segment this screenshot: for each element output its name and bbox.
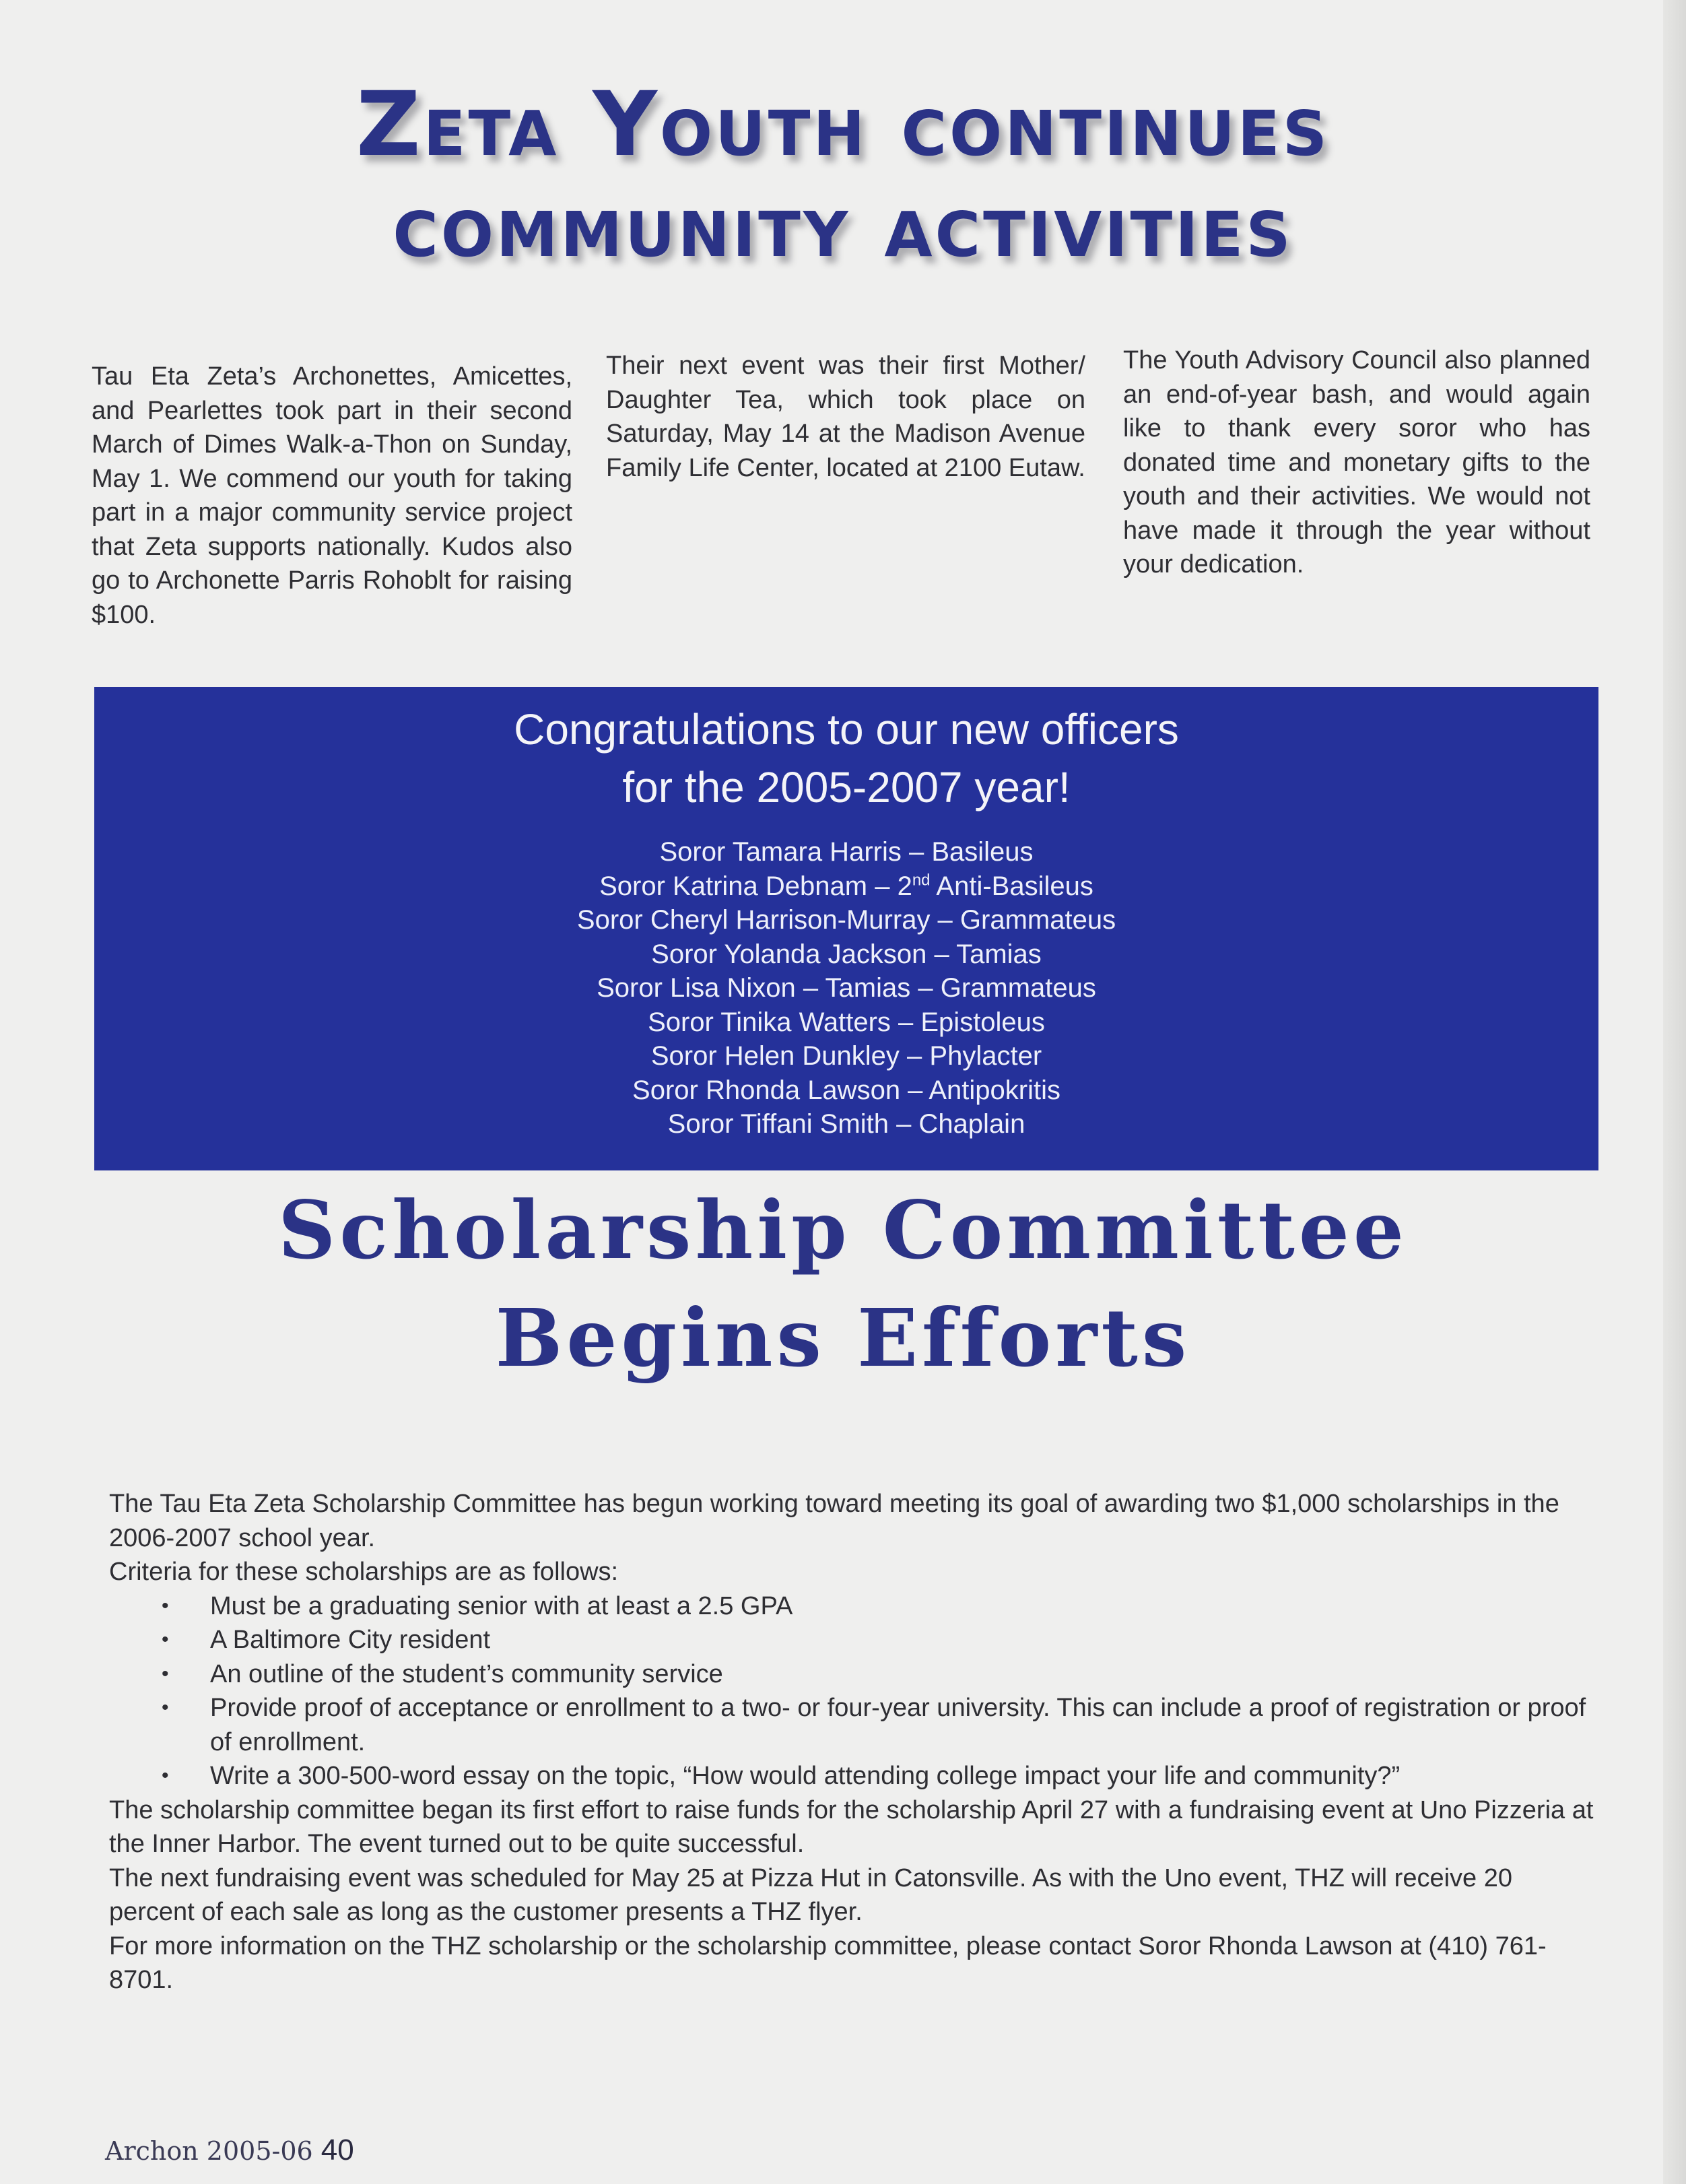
publication-name: Archon 2005-06 [105, 2136, 313, 2166]
criteria-item: • A Baltimore City resident [109, 1623, 1604, 1657]
scholarship-intro: The Tau Eta Zeta Scholarship Committee has begun working toward meeting its goal of awarding two $1,000 scholarships in the 2006-2007 school year. [109, 1490, 1559, 1552]
page-edge [1663, 0, 1686, 2184]
officer-item-text: Anti-Basileus [930, 871, 1093, 901]
criteria-item: • Must be a graduating senior with at least a 2.5 GPA [109, 1589, 1604, 1624]
officer-item: Soror Helen Dunkley – Phylacter [650, 1041, 1042, 1071]
officer-item: Soror Rhonda Lawson – Antipokritis [632, 1075, 1060, 1105]
banner-title-line-1: Congratulations to our new officers [514, 705, 1179, 754]
article-title-line-1: Zeta Youth continues [356, 73, 1330, 176]
officer-item: Soror Tiffani Smith – Chaplain [667, 1109, 1025, 1139]
officer-item: Soror Tinika Watters – Epistoleus [648, 1007, 1045, 1037]
article-column-1: Tau Eta Zeta’s Archonettes, Amicettes, and Pearlettes took part in their second March of Dimes Walk-a-Thon on Sunday, May 1. We commend our youth for taking part in a major community service project that Zeta supports nationally. Kudos also go to Archonette Parris Rohoblt for raising $100. [92, 362, 572, 629]
officer-item-text: Soror Katrina Debnam – 2 [599, 871, 912, 901]
fundraiser-paragraph-1: The scholarship committee began its first effort to raise funds for the scholarship April 27 with a fundraising event at Uno Pizzeria at the Inner Harbor. The event turned out to be quite successful. [109, 1795, 1594, 1858]
scholarship-title-line-1: Scholarship Committee [278, 1183, 1408, 1277]
scholarship-article-body [109, 1487, 1604, 1997]
officers-banner [94, 687, 1598, 1170]
criteria-item: • Provide proof of acceptance or enrollment to a two- or four-year university. This can include a proof of registration or proof of enrollment. [109, 1691, 1604, 1759]
officer-item: Soror Cheryl Harrison-Murray – Grammateus [576, 905, 1116, 935]
page-number: 40 [321, 2133, 354, 2166]
officer-item: Soror Tamara Harris – Basileus [659, 837, 1034, 867]
article-column-3: The Youth Advisory Council also planned an end-of-year bash, and would again like to thank every soror who has donated time and monetary gifts to the youth and their activities. We would not have made it through the year without your dedication. [1123, 346, 1590, 578]
officer-item: Soror Yolanda Jackson – Tamias [651, 939, 1042, 969]
officer-item: Soror Lisa Nixon – Tamias – Grammateus [597, 973, 1096, 1003]
ordinal-suffix: nd [912, 871, 931, 890]
fundraiser-paragraph-2: The next fundraising event was scheduled for May 25 at Pizza Hut in Catonsville. As with the Uno event, THZ will receive 20 percent of each sale as long as the customer presents a THZ flyer. [109, 1863, 1512, 1926]
officers-list [94, 835, 1598, 1141]
officer-item [94, 869, 1598, 904]
banner-title-line-2: for the 2005-2007 year! [622, 763, 1071, 812]
criteria-list [109, 1589, 1604, 1793]
article-title-line-2: community activities [393, 174, 1293, 277]
criteria-intro: Criteria for these scholarships are as follows: [109, 1558, 619, 1586]
article-column-2: Their next event was their first Mother/ Daughter Tea, which took place on Saturday, May 14 at the Madison Avenue Family Life Center, located at 2100 Eutaw. [606, 352, 1085, 482]
scholarship-title-line-2: Begins Efforts [495, 1291, 1191, 1385]
page-footer [105, 2133, 354, 2168]
criteria-item: • An outline of the student’s community service [109, 1657, 1604, 1692]
criteria-item: • Write a 300-500-word essay on the topic, “How would attending college impact your life and community?” [109, 1759, 1604, 1793]
contact-paragraph: For more information on the THZ scholarship or the scholarship committee, please contact Soror Rhonda Lawson at (410) 761-8701. [109, 1931, 1547, 1994]
